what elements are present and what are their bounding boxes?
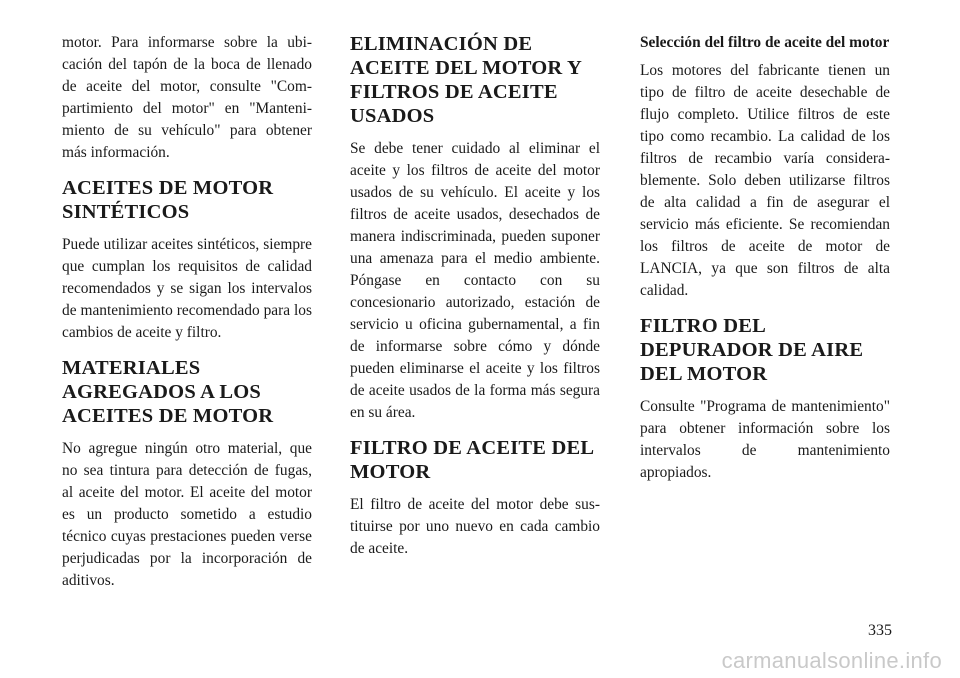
heading-oil-filter: FILTRO DE ACEITE DEL MOTOR bbox=[350, 437, 594, 483]
heading-synthetic-oils: ACEITES DE MOTOR SINTÉTICOS bbox=[62, 177, 274, 223]
intro-paragraph: motor. Para informarse sobre la ubicación del tapón de la boca de llenado de aceite del motor, consulte "Compartimiento del motor" en "Mantenimiento de su vehículo" para obtener más información. bbox=[62, 34, 312, 161]
oil-additives-paragraph: No agregue ningún otro material, que no sea tintura para detección de fugas, al aceite del motor. El aceite del motor es un producto sometido a estudio técnico cuyas prestaciones pueden verse perjudicadas por la incorporación de aditivos. bbox=[62, 440, 312, 589]
oil-disposal-paragraph: Se debe tener cuidado al eliminar el aceite y los filtros de aceite del motor usados de su vehículo. El aceite y los filtros de aceite usados, desechados de manera indiscriminada, pueden suponer una amenaza para el medio ambiente. Póngase en contacto con su concesionario autorizado, estación de servicio u oficina gubernamental, a fin de informarse sobre cómo y dónde pueden eliminarse el aceite y los filtros de aceite usados de la forma más segura en su área. bbox=[350, 140, 600, 421]
air-cleaner-paragraph: Consulte "Programa de mantenimiento" para obtener información sobre los intervalos de mantenimiento apropiados. bbox=[640, 398, 890, 481]
heading-oil-additives: MATERIALES AGREGADOS A LOS ACEITES DE MOTOR bbox=[62, 357, 274, 427]
column-middle bbox=[350, 32, 600, 568]
synthetic-oils-paragraph: Puede utilizar aceites sintéticos, siempre que cumplan los requisitos de calidad recomendados y se sigan los intervalos de mantenimiento recomendado para los cambios de aceite y filtro. bbox=[62, 236, 312, 341]
subheading-filter-selection: Selección del filtro de aceite del motor bbox=[640, 34, 890, 51]
page-number: 335 bbox=[868, 622, 892, 639]
watermark: carmanualsonline.info bbox=[721, 648, 942, 673]
column-left bbox=[62, 32, 312, 600]
heading-air-cleaner: FILTRO DEL DEPURADOR DE AIRE DEL MOTOR bbox=[640, 315, 864, 385]
oil-filter-paragraph: El filtro de aceite del motor debe sustituirse por uno nuevo en cada cambio de aceite. bbox=[350, 496, 600, 557]
filter-selection-paragraph: Los motores del fabricante tienen un tipo de filtro de aceite desechable de flujo completo. Utilice filtros de este tipo como recambio. La calidad de los filtros de recambio varía considerablemente. Solo deben utilizarse filtros de alta calidad a fin de asegurar el servicio más eficiente. Se recomiendan los filtros de aceite de motor de LANCIA, ya que son filtros de alta calidad. bbox=[640, 62, 890, 299]
heading-oil-disposal: ELIMINACIÓN DE ACEITE DEL MOTOR Y FILTROS DE ACEITE USADOS bbox=[350, 33, 582, 127]
column-right bbox=[640, 32, 890, 492]
